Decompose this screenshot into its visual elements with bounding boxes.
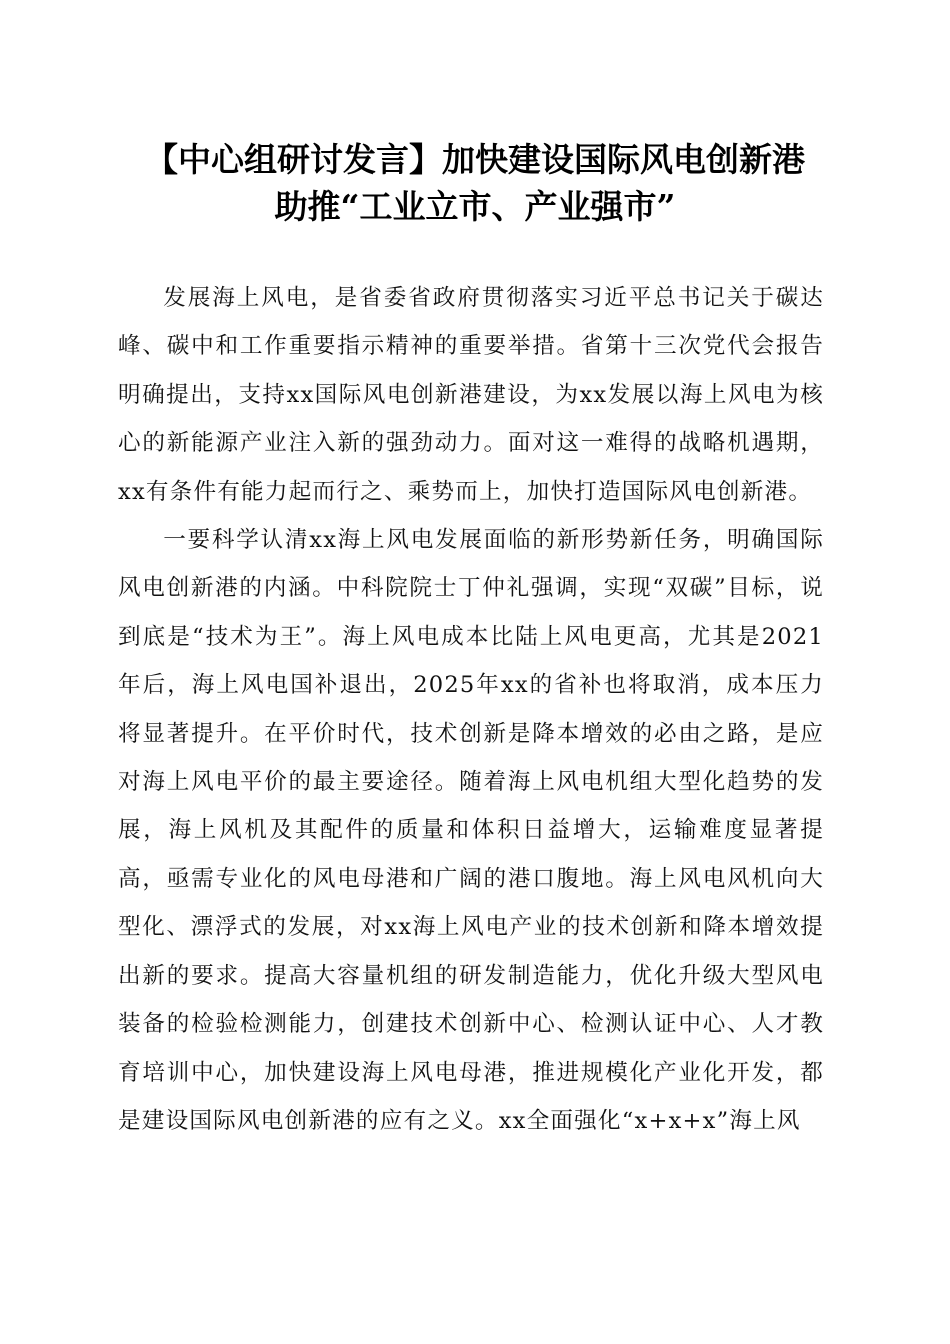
paragraph-2: 一要科学认清xx海上风电发展面临的新形势新任务，明确国际风电创新港的内涵。中科院院士丁仲礼强调，实现“双碳”目标，说到底是“技术为王”。海上风电成本比陆上风电更高，尤其是2021年后，海上风电国补退出，2025年xx的省补也将取消，成本压力将显著提升。在平价时代，技术创新是降本增效的必由之路，是应对海上风电平价的最主要途径。随着海上风电机组大型化趋势的发展，海上风机及其配件的质量和体积日益增大，运输难度显著提高，亟需专业化的风电母港和广阔的港口腹地。海上风电风机向大型化、漂浮式的发展，对xx海上风电产业的技术创新和降本增效提出新的要求。提高大容量机组的研发制造能力，优化升级大型风电装备的检验检测能力，创建技术创新中心、检测认证中心、人才教育培训中心，加快建设海上风电母港，推进规模化产业化开发，都是建设国际风电创新港的应有之义。xx全面强化“x+x+x”海上风 [118,527,824,1134]
document-body [118,274,824,1145]
title-line-2: 助推“工业立市、产业强市” [274,187,676,226]
document-title [118,136,832,230]
paragraph-1: 发展海上风电，是省委省政府贯彻落实习近平总书记关于碳达峰、碳中和工作重要指示精神的重要举措。省第十三次党代会报告明确提出，支持xx国际风电创新港建设，为xx发展以海上风电为核心的新能源产业注入新的强劲动力。面对这一难得的战略机遇期，xx有条件有能力起而行之、乘势而上，加快打造国际风电创新港。 [118,285,824,505]
title-line-1: 【中心组研讨发言】加快建设国际风电创新港 [145,140,805,179]
